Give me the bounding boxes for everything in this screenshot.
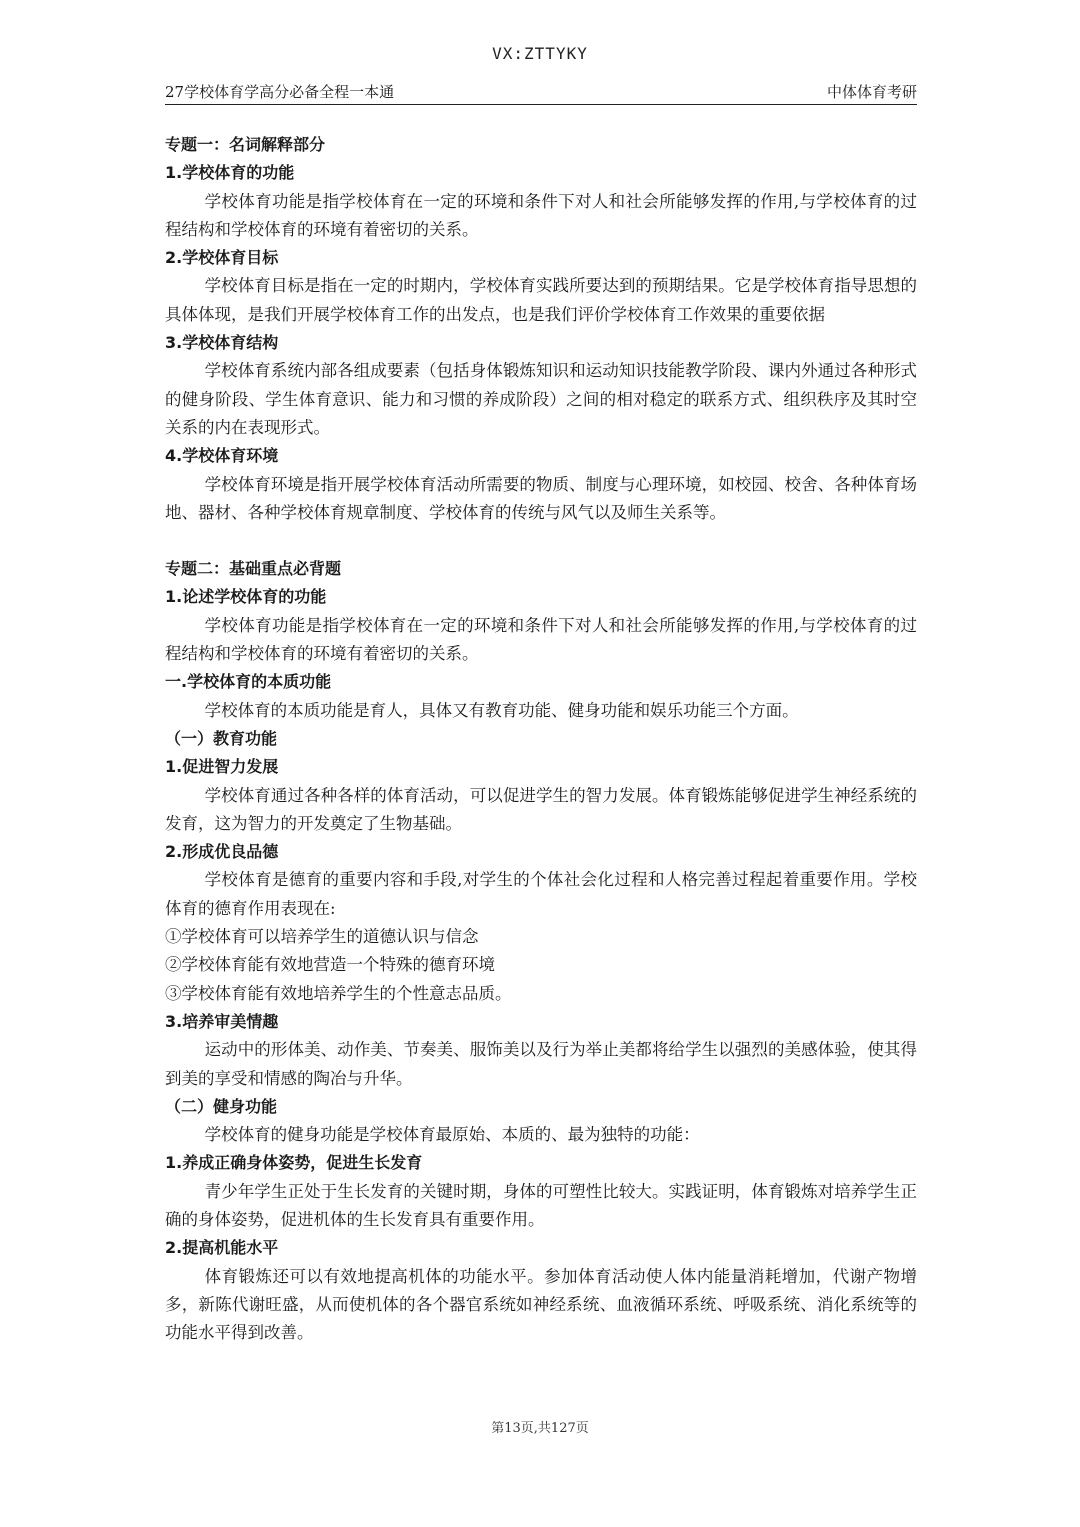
- paragraph: 学校体育功能是指学校体育在一定的环境和条件下对人和社会所能够发挥的作用,与学校体育的过程结构和学校体育的环境有着密切的关系。: [165, 191, 917, 239]
- subheading: 1.论述学校体育的功能: [165, 587, 327, 607]
- subheading: 3.培养审美情趣: [165, 1011, 279, 1031]
- paragraph: 运动中的形体美、动作美、节奏美、服饰美以及行为举止美都将给学生以强烈的美感体验，使其得到美的享受和情感的陶冶与升华。: [165, 1040, 917, 1088]
- section-gap: [165, 527, 917, 555]
- paragraph: 学校体育是德育的重要内容和手段,对学生的个体社会化过程和人格完善过程起着重要作用。学校体育的德育作用表现在:: [165, 870, 917, 918]
- subheading: 2.提高机能水平: [165, 1238, 279, 1258]
- page-number: 第13页,共127页: [491, 1421, 589, 1436]
- subheading: 一.学校体育的本质功能: [165, 672, 332, 692]
- subheading: （一）教育功能: [165, 728, 278, 748]
- paragraph: 学校体育目标是指在一定的时期内，学校体育实践所要达到的预期结果。它是学校体育指导思想的具体体现，是我们开展学校体育工作的出发点，也是我们评价学校体育工作效果的重要依据: [165, 276, 917, 324]
- subheading: 2.形成优良品德: [165, 842, 279, 862]
- paragraph: 学校体育通过各种各样的体育活动，可以促进学生的智力发展。体育锻炼能够促进学生神经系统的发育，这为智力的开发奠定了生物基础。: [165, 785, 917, 833]
- header-book-title: 27学校体育学高分必备全程一本通: [165, 83, 395, 101]
- page-header: [165, 78, 917, 105]
- paragraph: 学校体育的健身功能是学校体育最原始、本质的、最为独特的功能：: [204, 1125, 700, 1145]
- paragraph: 学校体育功能是指学校体育在一定的环境和条件下对人和社会所能够发挥的作用,与学校体育的过程结构和学校体育的环境有着密切的关系。: [165, 615, 917, 664]
- subheading: 2.学校体育目标: [165, 248, 279, 268]
- paragraph: 学校体育的本质功能是育人，具体又有教育功能、健身功能和娱乐功能三个方面。: [204, 700, 799, 720]
- subheading: 3.学校体育结构: [165, 333, 279, 353]
- section-title: 专题二：基础重点必背题: [165, 559, 342, 579]
- section-title: 专题一：名词解释部分: [165, 135, 326, 154]
- list-item: ③学校体育能有效地培养学生的个性意志品质。: [165, 983, 512, 1003]
- subheading: 4.学校体育环境: [165, 446, 279, 466]
- paragraph: 学校体育系统内部各组成要素（包括身体锻炼知识和运动知识技能教学阶段、课内外通过各种形式的健身阶段、学生体育意识、能力和习惯的养成阶段）之间的相对稳定的联系方式、组织秩序及其时空关系的内在表现形式。: [165, 361, 917, 437]
- watermark-text: VX:ZTTYKY: [492, 44, 588, 63]
- subheading: 1.促进智力发展: [165, 757, 279, 777]
- document-body: [165, 131, 917, 1347]
- subheading: 1.养成正确身体姿势，促进生长发育: [165, 1153, 423, 1173]
- header-publisher: 中体体育考研: [826, 83, 917, 101]
- list-item: ①学校体育可以培养学生的道德认识与信念: [165, 927, 479, 947]
- paragraph: 青少年学生正处于生长发育的关键时期，身体的可塑性比较大。实践证明，体育锻炼对培养学生正确的身体姿势，促进机体的生长发育具有重要作用。: [165, 1181, 917, 1229]
- paragraph: 学校体育环境是指开展学校体育活动所需要的物质、制度与心理环境，如校园、校舍、各种体育场地、器材、各种学校体育规章制度、学校体育的传统与风气以及师生关系等。: [165, 474, 917, 522]
- list-item: ②学校体育能有效地营造一个特殊的德育环境: [165, 955, 495, 975]
- subheading: 1.学校体育的功能: [165, 163, 295, 183]
- paragraph: 体育锻炼还可以有效地提高机体的功能水平。参加体育活动使人体内能量消耗增加，代谢产物增多，新陈代谢旺盛，从而使机体的各个器官系统如神经系统、血液循环系统、呼吸系统、消化系统等的功能水平得到改善。: [165, 1266, 917, 1343]
- subheading: （二）健身功能: [165, 1096, 278, 1116]
